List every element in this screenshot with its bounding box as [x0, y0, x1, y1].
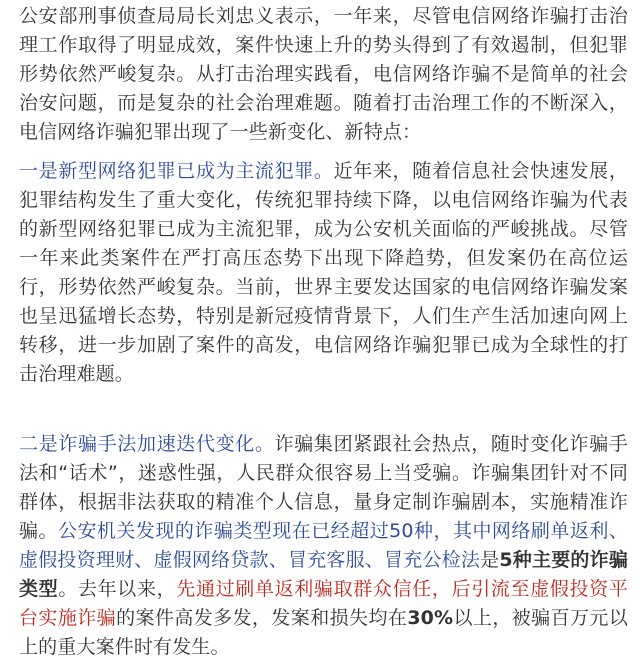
point-one-text: 近年来，随着信息社会快速发展，犯罪结构发生了重大变化，传统犯罪持续下降，以电信网络诈骗为代表的新型网络犯罪已成为主流犯罪，成为公安机关面临的严峻挑战。尽管一年来此类案件在严打高压态势下出现下降趋势，但发案仍在高位运行，形势依然严峻复杂。当前，世界主要发达国家的电信网络诈骗发案也呈迅猛增长态势，特别是新冠疫情背景下，人们生产生活加速向网上转移，进一步加剧了案件的高发，电信网络诈骗犯罪已成为全球性的打击治理难题。 [19, 160, 628, 385]
point-two-bold-percent: 30% [407, 607, 454, 629]
point-two-text-2: 。去年以来， [58, 578, 177, 600]
point-two-highlight-blue: 公安机关发现的诈骗类型现在已经超过50种，其中网络刷单返利、虚假投资理财、虚假网络贷款、冒充客服、冒充公检法 [19, 520, 628, 571]
intro-paragraph: 公安部刑事侦查局局长刘忠义表示，一年来，尽管电信网络诈骗打击治理工作取得了明显成效，案件快速上升的势头得到了有效遏制，但犯罪形势依然严峻复杂。从打击治理实践看，电信网络诈骗不是简单的社会治安问题，而是复杂的社会治理难题。随着打击治理工作的不断深入，电信网络诈骗犯罪出现了一些新变化、新特点： [19, 5, 628, 143]
point-two-connector: 是 [480, 549, 500, 571]
point-two-heading: 二是诈骗手法加速迭代变化。 [19, 433, 275, 455]
point-two-text-1: 诈骗集团紧跟社会热点，随时变化诈骗手法和“话术”，迷惑性强，人民群众很容易上当受骗。诈骗集团针对不同群体，根据非法获取的精准个人信息，量身定制诈骗剧本，实施精准诈骗。 [19, 433, 629, 542]
point-two-bold-types: 5种主要的诈骗类型 [19, 549, 628, 600]
point-one-heading: 一是新型网络犯罪已成为主流犯罪。 [19, 160, 334, 182]
point-two-text-3: 的案件高发多发，发案和损失均在 [116, 607, 408, 629]
point-two-highlight-red: 先通过刷单返利骗取群众信任，后引流至虚假投资平台实施诈骗 [19, 578, 628, 629]
point-two-text-4: 以上，被骗百万元以上的重大案件时有发生。 [19, 607, 628, 658]
point-one-paragraph [19, 157, 628, 389]
point-two-paragraph [19, 430, 628, 662]
